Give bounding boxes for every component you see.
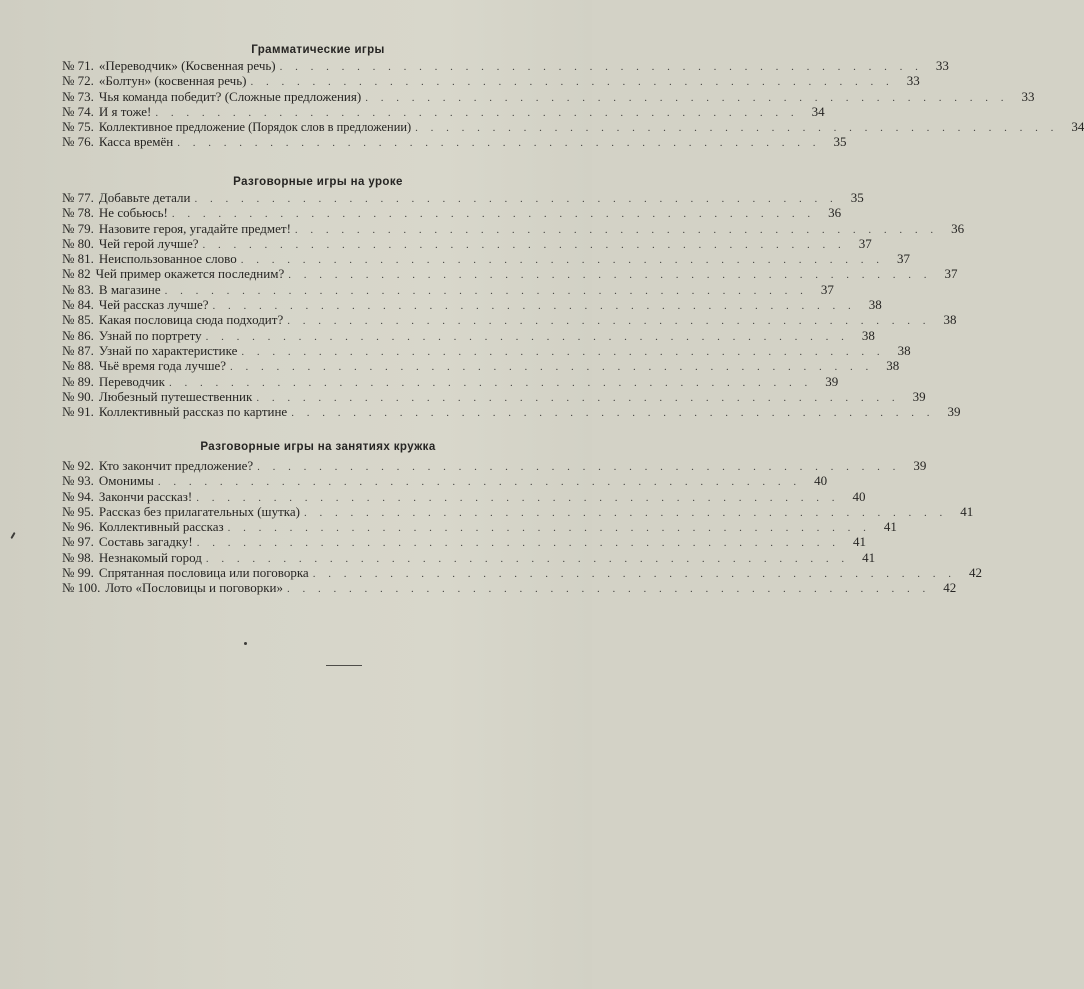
entry-page: 35 — [850, 190, 864, 205]
entry-number: № 73. — [62, 88, 94, 104]
dot-leader — [241, 345, 884, 360]
entry-page: 34 — [1071, 119, 1084, 135]
entry-page: 33 — [935, 58, 949, 73]
toc-entry[interactable] — [62, 190, 864, 205]
dot-leader — [158, 475, 801, 490]
entry-title: «Болтун» (косвенная речь) — [98, 73, 247, 89]
entry-title: Рассказ без прилагательных (шутка) — [98, 503, 300, 519]
entry-title: «Переводчик» (Косвенная речь) — [98, 58, 276, 73]
toc-list — [62, 190, 965, 420]
entry-title: Неиспользованное слово — [98, 251, 237, 267]
toc-entry[interactable] — [62, 503, 974, 519]
entry-number: № 94. — [62, 488, 94, 504]
entry-number: № 72. — [62, 73, 94, 89]
toc-entry[interactable] — [62, 580, 957, 596]
entry-number: № 85. — [62, 312, 94, 328]
entry-title: Незнакомый город — [98, 549, 202, 565]
dot-leader — [257, 460, 900, 475]
dot-leader — [313, 567, 956, 582]
dot-leader — [177, 136, 820, 151]
dot-leader — [415, 121, 1058, 136]
toc-entry[interactable] — [62, 235, 872, 251]
section-classroom-games — [62, 174, 965, 420]
entry-page: 38 — [943, 312, 957, 328]
entry-title: Какая пословица сюда подходит? — [98, 312, 284, 328]
section-club-games — [62, 439, 982, 596]
entry-number: № 84. — [62, 297, 94, 313]
dot-leader — [155, 106, 798, 121]
entry-page: 34 — [811, 103, 825, 119]
entry-title: Чей рассказ лучше? — [98, 297, 209, 313]
dot-leader — [287, 314, 930, 329]
entry-title: Касса времён — [98, 134, 174, 150]
entry-page: 39 — [825, 373, 839, 389]
section-heading: Разговорные игры на занятиях кружка — [200, 441, 436, 453]
toc-entry[interactable] — [62, 88, 1035, 104]
entry-title: Кто закончит предложение? — [98, 458, 254, 473]
entry-number: № 92. — [62, 458, 94, 473]
entry-number: № 97. — [62, 534, 94, 550]
toc-list — [62, 458, 982, 596]
entry-number: № 100. — [62, 580, 101, 596]
entry-number: № 89. — [62, 373, 94, 389]
dot-leader — [256, 391, 899, 406]
toc-entry[interactable] — [62, 266, 958, 282]
dot-leader — [287, 582, 930, 597]
entry-page: 35 — [833, 134, 847, 150]
entry-title: И я тоже! — [98, 103, 152, 119]
toc-entry[interactable] — [62, 342, 911, 358]
entry-page: 42 — [968, 565, 982, 581]
dot-leader — [169, 376, 812, 391]
entry-page: 36 — [951, 220, 965, 236]
entry-number: № 83. — [62, 281, 94, 297]
toc-entry[interactable] — [62, 119, 1084, 135]
toc-entry[interactable] — [62, 297, 882, 313]
toc-entry[interactable] — [62, 519, 897, 535]
entry-title: Добавьте детали — [98, 190, 191, 205]
entry-number: № 74. — [62, 103, 94, 119]
toc-entry[interactable] — [62, 327, 875, 343]
toc-entry[interactable] — [62, 458, 927, 473]
dot-leader — [280, 60, 923, 75]
toc-entry[interactable] — [62, 473, 828, 489]
entry-number: № 99. — [62, 565, 94, 581]
toc-entry[interactable] — [62, 281, 834, 297]
section-grammar-games — [62, 42, 1084, 150]
entry-number: № 86. — [62, 327, 94, 343]
entry-number: № 81. — [62, 251, 94, 267]
entry-title: Узнай по характеристике — [98, 342, 238, 358]
entry-page: 39 — [912, 388, 926, 404]
entry-number: № 98. — [62, 549, 94, 565]
dot-leader — [213, 299, 856, 314]
entry-page: 41 — [960, 503, 974, 519]
toc-list — [62, 58, 1084, 150]
toc-entry[interactable] — [62, 373, 839, 389]
toc-entry[interactable] — [62, 488, 866, 504]
toc-entry[interactable] — [62, 73, 920, 89]
dot-leader — [230, 360, 873, 375]
entry-page: 37 — [858, 235, 872, 251]
entry-number: № 88. — [62, 358, 94, 374]
toc-entry[interactable] — [62, 58, 949, 73]
dot-leader — [241, 253, 884, 268]
dot-leader — [165, 284, 808, 299]
toc-entry[interactable] — [62, 388, 926, 404]
entry-page: 38 — [868, 297, 882, 313]
entry-title: Составь загадку! — [98, 534, 193, 550]
toc-entry[interactable] — [62, 103, 825, 119]
dot-leader — [365, 91, 1008, 106]
entry-page: 40 — [852, 488, 866, 504]
entry-title: Коллективный рассказ по картине — [98, 404, 288, 420]
entry-page: 33 — [906, 73, 920, 89]
entry-page: 41 — [862, 549, 876, 565]
toc-entry[interactable] — [62, 312, 957, 328]
entry-number: № 82 — [62, 266, 91, 282]
ink-speck — [10, 532, 15, 539]
dot-leader — [288, 268, 931, 283]
entry-title: Омонимы — [98, 473, 154, 489]
dot-leader — [203, 238, 846, 253]
entry-title: Чей герой лучше? — [98, 235, 199, 251]
entry-page: 38 — [897, 342, 911, 358]
entry-number: № 96. — [62, 519, 94, 535]
entry-page: 42 — [943, 580, 957, 596]
ink-speck — [244, 642, 247, 645]
entry-title: Назовите героя, угадайте предмет! — [98, 220, 291, 236]
entry-page: 39 — [913, 458, 927, 473]
entry-number: № 75. — [62, 119, 94, 135]
entry-title: В магазине — [98, 281, 161, 297]
entry-number: № 93. — [62, 473, 94, 489]
entry-number: № 79. — [62, 220, 94, 236]
dot-leader — [228, 521, 871, 536]
dot-leader — [295, 223, 938, 238]
dot-leader — [291, 406, 934, 421]
entry-title: Узнай по портрету — [98, 327, 202, 343]
entry-title: Чья команда победит? (Сложные предложения) — [98, 88, 362, 104]
entry-title: Чей пример окажется последним? — [95, 266, 285, 282]
section-heading: Разговорные игры на уроке — [233, 176, 403, 188]
entry-page: 39 — [947, 404, 961, 420]
toc-entry[interactable] — [62, 134, 847, 150]
entry-page: 36 — [828, 205, 842, 221]
toc-entry[interactable] — [62, 205, 842, 221]
entry-title: Коллективный рассказ — [98, 519, 224, 535]
entry-number: № 90. — [62, 388, 94, 404]
entry-page: 38 — [886, 358, 900, 374]
toc-entry[interactable] — [62, 404, 961, 420]
toc-entry[interactable] — [62, 251, 910, 267]
entry-number: № 71. — [62, 58, 94, 73]
entry-title: Лото «Пословицы и поговорки» — [105, 580, 283, 596]
dot-leader — [197, 536, 840, 551]
entry-page: 41 — [852, 534, 866, 550]
entry-title: Переводчик — [98, 373, 165, 389]
section-heading: Грамматические игры — [251, 44, 385, 56]
entry-number: № 87. — [62, 342, 94, 358]
dot-leader — [304, 506, 947, 521]
dot-leader — [194, 192, 837, 207]
toc-entry[interactable] — [62, 565, 982, 581]
entry-page: 40 — [814, 473, 828, 489]
entry-number: № 95. — [62, 503, 94, 519]
toc-entry[interactable] — [62, 220, 965, 236]
toc-entry[interactable] — [62, 534, 866, 550]
toc-entry[interactable] — [62, 358, 900, 374]
entry-page: 38 — [861, 327, 875, 343]
entry-title: Закончи рассказ! — [98, 488, 193, 504]
entry-title: Спрятанная пословица или поговорка — [98, 565, 309, 581]
entry-page: 33 — [1021, 88, 1035, 104]
entry-number: № 77. — [62, 190, 94, 205]
entry-title: Коллективное предложение (Порядок слов в предложении) — [98, 120, 412, 135]
entry-title: Чьё время года лучше? — [98, 358, 227, 374]
entry-page: 41 — [883, 519, 897, 535]
entry-title: Любезный путешественник — [98, 388, 253, 404]
toc-entry[interactable] — [62, 549, 876, 565]
entry-title: Не собьюсь! — [98, 205, 168, 221]
dot-leader — [206, 330, 849, 345]
entry-number: № 91. — [62, 404, 94, 420]
entry-page: 37 — [896, 251, 910, 267]
end-dash — [326, 665, 362, 666]
entry-page: 37 — [820, 281, 834, 297]
entry-number: № 76. — [62, 134, 94, 150]
entry-number: № 80. — [62, 235, 94, 251]
entry-number: № 78. — [62, 205, 94, 221]
entry-page: 37 — [944, 266, 958, 282]
